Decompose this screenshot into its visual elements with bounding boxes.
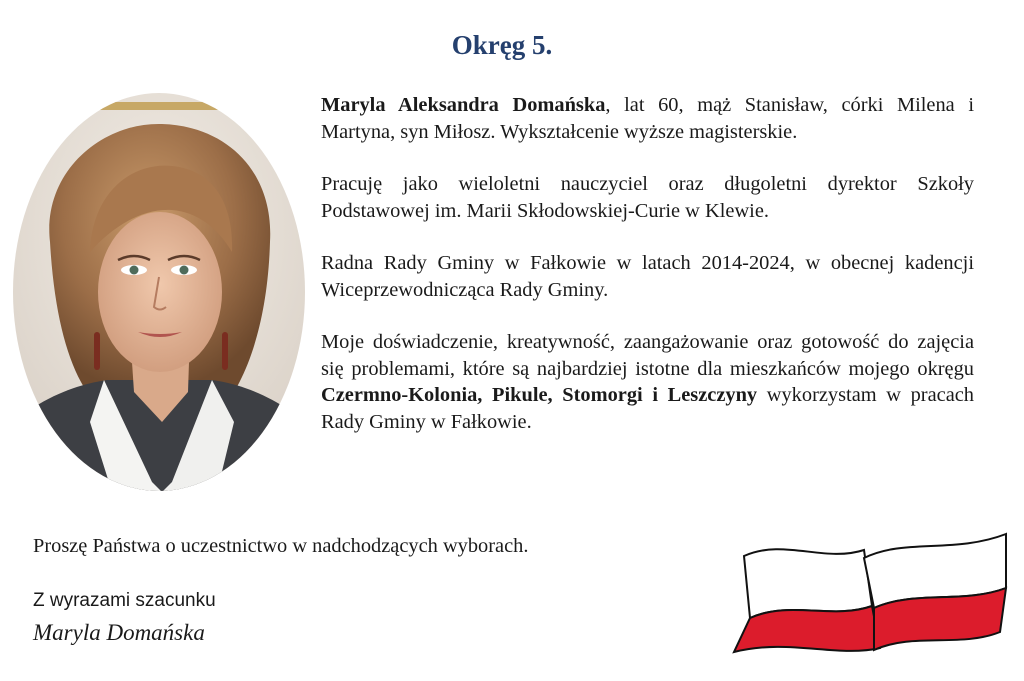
commitment-text: Moje doświadczenie, kreatywność, zaangażowanie oraz gotowość do zajęcia się problemami, które są najbardziej istotne dla mieszkańców mojego okręgu: [321, 331, 974, 380]
signature: Maryla Domańska: [33, 620, 205, 645]
candidate-portrait: [12, 92, 306, 492]
bio-paragraph-family: [321, 92, 974, 145]
district-villages: Czermno-Kolonia, Pikule, Stomorgi i Leszczyny: [321, 384, 758, 406]
bio-paragraph-commitment: [321, 329, 974, 435]
polish-flag-icon: [724, 528, 1014, 658]
voting-appeal: Proszę Państwa o uczestnictwo w nadchodzących wyborach.: [33, 535, 529, 557]
bio-family-text: , lat 60, mąż Stanisław, córki Milena i Martyna, syn Miłosz. Wykształcenie wyższe magisterskie.: [321, 94, 974, 143]
page-title: Okręg 5.: [451, 30, 553, 60]
bio-paragraph-work: Pracuję jako wieloletni nauczyciel oraz długoletni dyrektor Szkoły Podstawowej im. Marii Skłodowskiej-Curie w Klewie.: [321, 173, 974, 222]
candidate-name: Maryla Aleksandra Domańska: [321, 94, 606, 116]
candidate-bio: [321, 92, 974, 461]
closing-regards: Z wyrazami szacunku: [33, 590, 216, 611]
bio-paragraph-council: Radna Rady Gminy w Fałkowie w latach 2014-2024, w obecnej kadencji Wiceprzewodnicząca Rady Gminy.: [321, 252, 974, 301]
commitment-text-end: wykorzystam w pracach Rady Gminy w Fałkowie.: [321, 384, 974, 433]
